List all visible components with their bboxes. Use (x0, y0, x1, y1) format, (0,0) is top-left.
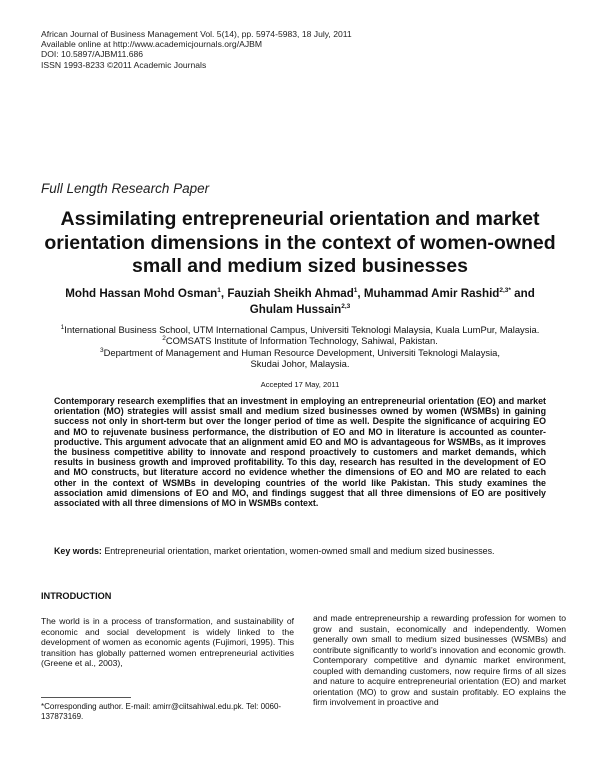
author-separator: , (220, 287, 228, 300)
affiliation-mark: 2 (162, 335, 166, 343)
journal-header (41, 29, 352, 70)
author-affiliation-mark: 1 (217, 287, 221, 295)
author-name: Mohd Hassan Mohd Osman (65, 287, 218, 300)
corresponding-author-footnote: *Corresponding author. E-mail: amirr@ciitsahiwal.edu.pk. Tel: 0060-137873169. (41, 702, 282, 722)
affiliation-text: Skudai Johor, Malaysia. (250, 358, 350, 370)
journal-citation: African Journal of Business Management Vol. 5(14), pp. 5974-5983, 18 July, 2011 (41, 29, 352, 39)
accepted-date: Accepted 17 May, 2011 (260, 380, 340, 389)
author-separator: , (357, 287, 364, 300)
author-separator: and (510, 287, 535, 300)
introduction-left-column: The world is in a process of transformation, and sustainability of economic and social development is widely linked to the development of women as economic agents (Fujimori, 1995). This transition has globally patterned women entrepreneurial activities (Greene et al., 2003), (41, 616, 294, 669)
affiliation-line (30, 347, 570, 358)
paper-title: Assimilating entrepreneurial orientation and market orientation dimensions in the context of women-owned small and medium sized businesses (44, 208, 556, 277)
author-list (30, 286, 570, 318)
author-affiliation-mark: 2,3 (341, 303, 351, 311)
affiliation-text: COMSATS Institute of Information Technology, Sahiwal, Pakistan. (165, 335, 438, 347)
affiliation-mark: 1 (60, 323, 65, 331)
affiliation-line (30, 324, 570, 335)
introduction-right-column: and made entrepreneurship a rewarding profession for women to grow and sustain, economically and independently. Women generally own small to medium sized businesses (WSMBs) and contribute significantly to world’s innovation and economic growth. Contemporary competitive and dynamic market environment, coupled with demanding customers, now require firms of all sizes and nature to acquire entrepreneurial orientation (EO) and market orientation (MO) to grow and sustain profitably. EO explains the firm involvement in proactive and (313, 613, 566, 708)
journal-doi: DOI: 10.5897/AJBM11.686 (41, 49, 144, 60)
abstract: Contemporary research exemplifies that an investment in employing an entrepreneurial orientation (EO) and market orientation (MO) strategies will assist small and medium sized businesses owned by women (WSMBs) in gaining success not only in short-term but over the longer period of time as well. Despite the significance of acquiring EO and MO to rejuvenate business performance, the distribution of EO and MO in literature is accounted as counter-productive. This argument advocate that an alignment amid EO and MO is advantageous for WSMBs, as it improves the business competitive ability to innovate and respond proactively to customers and market demands, which results in business growth and improved profitability. To this day, research has resulted in the development of EO and MO constructs, but literature accord no evidence whether the dimensions of EO and MO are related to each other in the context of WSMBs in developing countries of the world like Pakistan. This study examines the association amid dimensions of EO and MO, and findings suggest that all three dimensions of EO are positively associated with all three dimensions of MO in WSMBs context. (54, 396, 546, 509)
affiliation-text: International Business School, UTM International Campus, Universiti Teknologi Malaysia, Kuala LumPur, Malaysia. (64, 324, 540, 335)
affiliation-line (30, 335, 570, 346)
affiliation-line (30, 358, 570, 369)
journal-issn: ISSN 1993-8233 ©2011 Academic Journals (41, 59, 207, 70)
keywords-label: Key words: (54, 546, 102, 556)
affiliation-mark: 3 (99, 346, 104, 354)
author-name: Ghulam Hussain (249, 303, 342, 316)
author-affiliation-mark: 2,3* (499, 287, 511, 295)
affiliation-text: Department of Management and Human Resource Development, Universiti Teknologi Malaysia, (103, 346, 500, 358)
author-affiliation-mark: 1 (353, 287, 358, 295)
keywords (54, 546, 546, 557)
footnote-divider (41, 697, 131, 698)
introduction-heading: INTRODUCTION (41, 591, 112, 601)
affiliations (30, 324, 570, 370)
journal-url: Available online at http://www.academicjournals.org/AJBM (41, 39, 263, 50)
author-name: Fauziah Sheikh Ahmad (227, 287, 354, 300)
author-name: Muhammad Amir Rashid (363, 287, 500, 300)
keywords-text: Entrepreneurial orientation, market orientation, women-owned small and medium sized businesses. (104, 546, 495, 556)
paper-type: Full Length Research Paper (41, 181, 210, 196)
